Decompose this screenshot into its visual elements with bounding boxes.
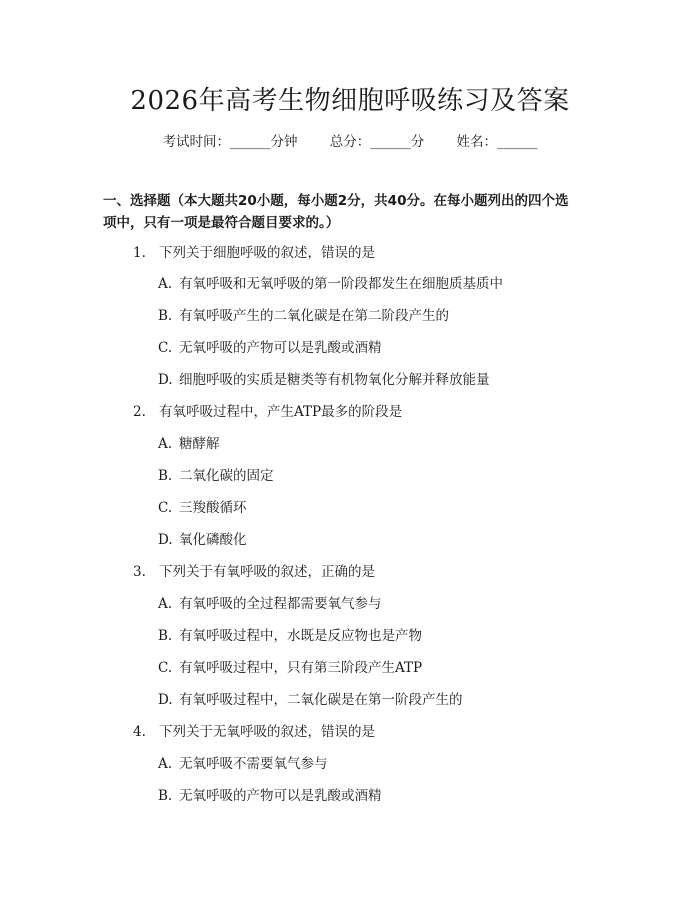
question-text: 有氧呼吸过程中，产生ATP最多的阶段是 xyxy=(159,404,403,420)
option-letter: C. xyxy=(158,660,173,676)
option-text: 有氧呼吸产生的二氧化碳是在第二阶段产生的 xyxy=(179,308,449,324)
question-text: 下列关于细胞呼吸的叙述，错误的是 xyxy=(159,245,375,261)
question-3-option-b xyxy=(158,626,422,646)
section-heading-line-1: 一、选择题（本大题共20小题，每小题2分，共40分。在每小题列出的四个选 xyxy=(103,193,569,209)
question-number: 1. xyxy=(133,245,146,261)
question-3-option-c xyxy=(158,658,422,678)
question-1-option-c xyxy=(158,338,382,358)
section-heading-line-2: 项中，只有一项是最符合题目要求的。） xyxy=(103,215,340,231)
exam-score: 总分：______分 xyxy=(329,134,425,150)
question-2-option-d xyxy=(158,530,247,550)
option-text: 有氧呼吸过程中，二氧化碳是在第一阶段产生的 xyxy=(179,692,463,708)
option-text: 氧化磷酸化 xyxy=(179,532,247,548)
question-3 xyxy=(133,562,375,582)
option-letter: B. xyxy=(158,788,173,804)
option-text: 无氧呼吸的产物可以是乳酸或酒精 xyxy=(179,788,382,804)
option-letter: D. xyxy=(158,372,173,388)
option-text: 有氧呼吸过程中，只有第三阶段产生ATP xyxy=(179,660,423,676)
section-heading xyxy=(103,190,603,234)
question-3-option-d xyxy=(158,690,463,710)
option-letter: D. xyxy=(158,532,173,548)
option-letter: B. xyxy=(158,308,173,324)
question-text: 下列关于有氧呼吸的叙述，正确的是 xyxy=(159,564,375,580)
option-text: 有氧呼吸和无氧呼吸的第一阶段都发生在细胞质基质中 xyxy=(179,276,503,292)
question-1 xyxy=(133,243,375,263)
question-1-option-a xyxy=(158,274,503,294)
question-2 xyxy=(133,402,402,422)
question-number: 3. xyxy=(133,564,146,580)
question-4 xyxy=(133,722,375,742)
exam-meta xyxy=(0,132,700,152)
question-text: 下列关于无氧呼吸的叙述，错误的是 xyxy=(159,724,375,740)
option-letter: C. xyxy=(158,500,173,516)
option-letter: A. xyxy=(158,276,173,292)
question-3-option-a xyxy=(158,594,382,614)
option-letter: D. xyxy=(158,692,173,708)
question-2-option-a xyxy=(158,434,220,454)
option-letter: C. xyxy=(158,340,173,356)
option-text: 有氧呼吸的全过程都需要氧气参与 xyxy=(179,596,382,612)
page-title: 2026年高考生物细胞呼吸练习及答案 xyxy=(130,86,570,116)
option-text: 糖酵解 xyxy=(179,436,220,452)
question-number: 2. xyxy=(133,404,146,420)
option-letter: A. xyxy=(158,756,173,772)
option-text: 三羧酸循环 xyxy=(179,500,247,516)
exam-name: 姓名：______ xyxy=(456,134,538,150)
option-letter: B. xyxy=(158,628,173,644)
option-text: 有氧呼吸过程中，水既是反应物也是产物 xyxy=(179,628,422,644)
option-letter: A. xyxy=(158,596,173,612)
option-letter: A. xyxy=(158,436,173,452)
question-4-option-a xyxy=(158,754,328,774)
option-text: 细胞呼吸的实质是糖类等有机物氧化分解并释放能量 xyxy=(179,372,490,388)
question-1-option-d xyxy=(158,370,490,390)
option-letter: B. xyxy=(158,468,173,484)
exam-time: 考试时间：______分钟 xyxy=(162,134,298,150)
option-text: 无氧呼吸不需要氧气参与 xyxy=(179,756,328,772)
question-1-option-b xyxy=(158,306,449,326)
option-text: 无氧呼吸的产物可以是乳酸或酒精 xyxy=(179,340,382,356)
question-2-option-b xyxy=(158,466,274,486)
question-4-option-b xyxy=(158,786,382,806)
question-number: 4. xyxy=(133,724,146,740)
question-2-option-c xyxy=(158,498,247,518)
option-text: 二氧化碳的固定 xyxy=(179,468,274,484)
